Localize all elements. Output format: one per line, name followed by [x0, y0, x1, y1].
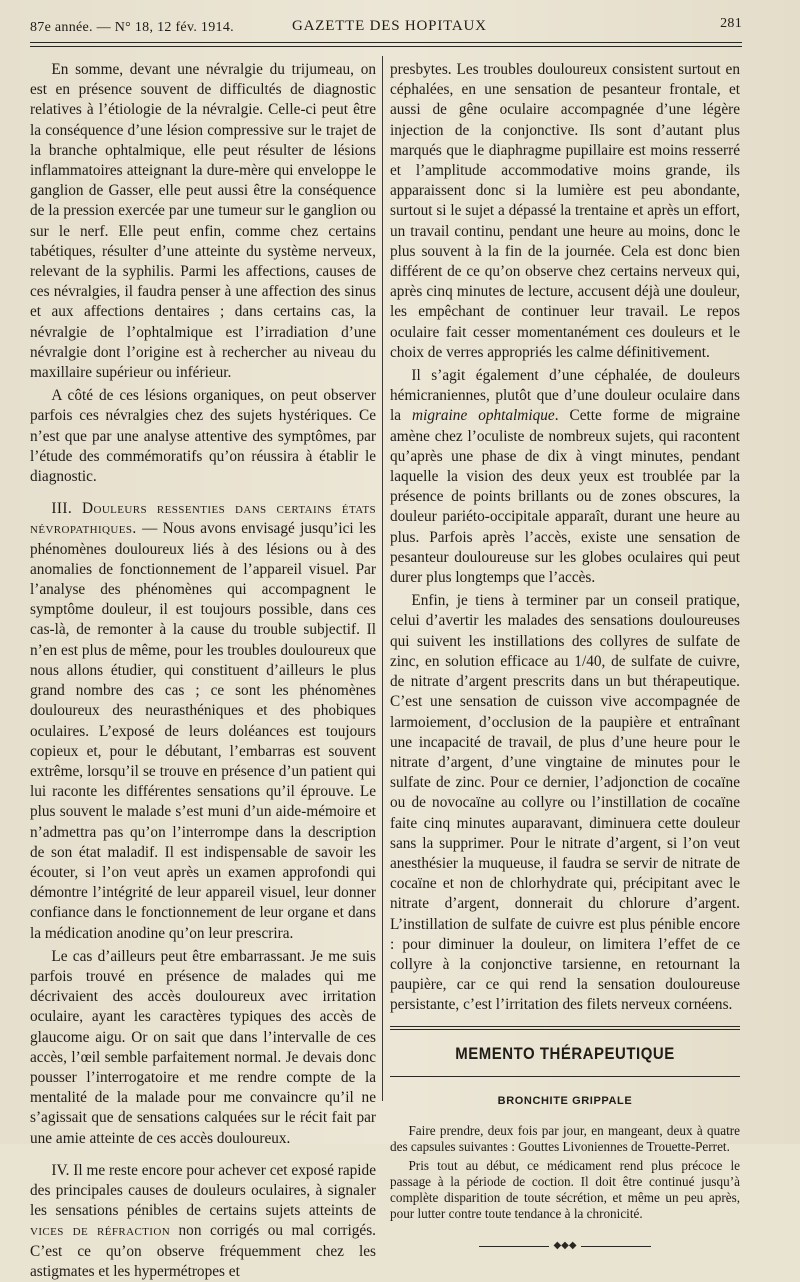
paragraph: A côté de ces lésions organiques, on peut observer parfois ces névralgies chez des sujets hystériques. Ce n’est que par une analyse attentive des symptômes, par l’étude des commémoratifs qu’on réussira à établir le diagnostic. — [30, 387, 376, 486]
section-text: — Nous avons envisagé jusqu’ici les phénomènes douloureux liés à des lésions ou à des anomalies de fonctionnement de l’appareil visuel. Par l’analyse des phénomènes qui accompagnent le symptôme douleur, il est toujours possible, dans ces cas-là, de remonter à la cause du trouble subjectif. Il n’en est plus de même, pour les troubles douloureux que nous allons étudier, qui constituent d’ailleurs le plus grand nombre des cas ; ce sont les phénomènes douloureux des neurasthéniques et des phobiques oculaires. L’exposé de leurs doléances est toujours copieux et, pour le débutant, l’embarras est souvent extrême, lorsqu’il se trouve en présence d’un patient qui lui raconte les différentes sensations qu’il éprouve. Le plus souvent le malade s’est muni d’un aide-mémoire et n’admettra pas qu’on l’interrompe dans la description de son état maladif. Il est indispensable de savoir les écouter, si l’on veut après un examen approfondi qui démontre l’intégrité de leur appareil visuel, leur donner confiance dans le fonctionnement de leur organe et dans la médication anodine qu’on leur prescrira. — [30, 520, 376, 942]
section-text: IV. Il me reste encore pour achever cet exposé rapide des principales causes de douleurs oculaires, à signaler les sensations pénibles de certains sujets atteints de — [30, 1161, 376, 1220]
ornament-icon: ◆◆◆ — [553, 1239, 577, 1251]
paragraph: Enfin, je tiens à terminer par un conseil pratique, celui d’avertir les malades des sensations douloureuses qui suivent les instillations des collyres de sulfate de zinc, en solution efficace au 1/40, de sulfate de cuivre, de nitrate d’argent prescrits dans un but thérapeutique. C’est une sensation de cuisson vive accompagnée de larmoiement, d’occlusion de la paupière et entraînant une incapacité de travail, de plus d’une heure pour le nitrate d’argent, d’une vingtaine de minutes pour le sulfate de zinc. Pour ce dernier, l’adjonction de cocaïne ou de novocaïne au collyre ou l’instillation de cocaïne faite cinq minutes auparavant, diminuera cette douleur sans la supprimer. Pour le nitrate d’argent, si l’on veut anesthésier la muqueuse, il faudra se servir de nitrate de cocaïne et non de chlorhydrate qui, précipitant avec le nitrate d’argent, donnerait du chlorure d’argent. L’instillation de sulfate de cuivre est plus pénible encore : pour diminuer la douleur, on limitera l’effet de ce collyre à la conjonctive tarsienne, en retournant la paupière, car ce qui rend la sensation douloureuse persistante, c’est l’irritation des filets nerveux cornéens. — [390, 592, 740, 1014]
paragraph-text: . Cette forme de migraine amène chez l’oculiste de nombreux sujets, qui racontent qu’après une phase de dix à vingt minutes, pendant laquelle la vision des deux yeux est troublée par la présence de points brillants ou de zones obscures, la douleur pariéto-occipitale apparaît, durant une heure au plus. Parfois après l’accès, existe une sensation de pesanteur douloureuse sur les globes oculaires qui peut durer plus longtemps que l’accès. — [390, 407, 740, 587]
section-paragraph — [30, 1161, 376, 1282]
section-text: non corrigés ou mal corrigés. C’est ce qu’on observe fréquemment chez les astigmates et les hypermétropes et — [30, 1222, 376, 1280]
paragraph: Pris tout au début, ce médicament rend plus précoce le passage à la période de coction. Il doit être continué jusqu’à complète disparition de toute sécrétion, et même un peu après, pour lutter contre toute tendance à la chronicité. — [390, 1157, 740, 1221]
paragraph: En somme, devant une névralgie du trijumeau, on est en présence souvent de difficultés de diagnostic relatives à l’étiologie de la névralgie. Celle-ci peut être la conséquence d’une lésion compressive sur le trajet de la branche ophtalmique, elle peut résulter de lésions inflammatoires atteignant la dure-mère qui enveloppe le ganglion de Gasser, elle peut aussi être la conséquence de la pression exercée par une tumeur sur le ganglion ou sur le nerf. Elle peut enfin, comme chez certains tabétiques, résulter d’une atteinte du système nerveux, relevant de la syphilis. Parmi les affections, causes de ces névralgies, il faudra penser à une affection des sinus et aux affections dentaires ; dans certains cas, la névralgie de l’ophtalmique est l’irradiation d’une névralgie dont l’origine est à rechercher au niveau du maxillaire supérieur ou inférieur. — [30, 61, 376, 382]
paragraph: presbytes. Les troubles douloureux consistent surtout en céphalées, en une sensation de pesanteur frontale, et aussi de gêne oculaire accompagnée d’une légère injection de la conjonctive. Ils sont d’autant plus marqués que le diaphragme pupillaire est moins resserré et l’amplitude accommodative moins grande, ils apparaissent donc si la lumière est peu abondante, surtout si le sujet a dépassé la trentaine et après un effort, un travail continu, pendant une heure au moins, donc le plus souvent à la fin de la journée. Cela est donc bien différent de ce qu’on observe chez certains nerveux qui, après cinq minutes de lecture, accusent déjà une douleur, les empêchant de continuer leur travail. Le repos oculaire fait cesser momentanément ces douleurs et le choix de verres appropriés les calme définitivement. — [390, 61, 740, 361]
ornament-divider — [390, 1236, 740, 1257]
section-rule — [390, 1026, 740, 1030]
memento-rule — [390, 1076, 740, 1077]
paragraph: Le cas d’ailleurs peut être embarrassant. Je me suis parfois trouvé en présence de malades qui me décrivaient des accès douloureux avec irritation oculaire, ayant les caractères typiques des accès de glaucome aigu. Or on sait que dans l’intervalle de ces accès, l’œil semble parfaitement normal. Je devais donc pousser l’interrogatoire et me rendre compte de la mentalité de la malade pour me convaincre qu’il ne s’agissait que de sensations calquées sur le récit fait par une amie atteinte de ces accès douloureux. — [30, 947, 376, 1147]
memento-title: MEMENTO THÉRAPEUTIQUE — [455, 1043, 675, 1063]
right-column — [390, 60, 740, 1257]
left-column — [30, 60, 376, 1282]
small-caps-term: vices de réfraction — [30, 1222, 171, 1240]
memento-body — [390, 1123, 740, 1222]
memento-subtitle: BRONCHITE GRIPPALE — [497, 1094, 633, 1107]
paragraph — [390, 366, 740, 588]
section-heading: III. Douleurs ressenties dans certains états névropathiques. — [30, 500, 376, 538]
page-header — [30, 16, 742, 40]
paragraph: Faire prendre, deux fois par jour, en mangeant, deux à quatre des capsules suivantes : Gouttes Livoniennes de Trouette-Perret. — [390, 1122, 740, 1154]
page-number: 281 — [720, 16, 742, 31]
section-paragraph — [30, 499, 376, 943]
header-rule-top — [30, 42, 742, 43]
column-divider — [382, 56, 383, 1101]
journal-title: GAZETTE DES HOPITAUX — [292, 18, 487, 34]
emphasis-term: migraine ophtalmique — [412, 407, 555, 425]
issue-info: 87e année. — N° 18, 12 fév. 1914. — [30, 20, 234, 35]
paragraph-text: Il s’agit également d’une céphalée, de douleurs hémicraniennes, plutôt que d’une douleur oculaire dans la — [390, 367, 740, 425]
header-rule-bottom — [30, 46, 742, 47]
